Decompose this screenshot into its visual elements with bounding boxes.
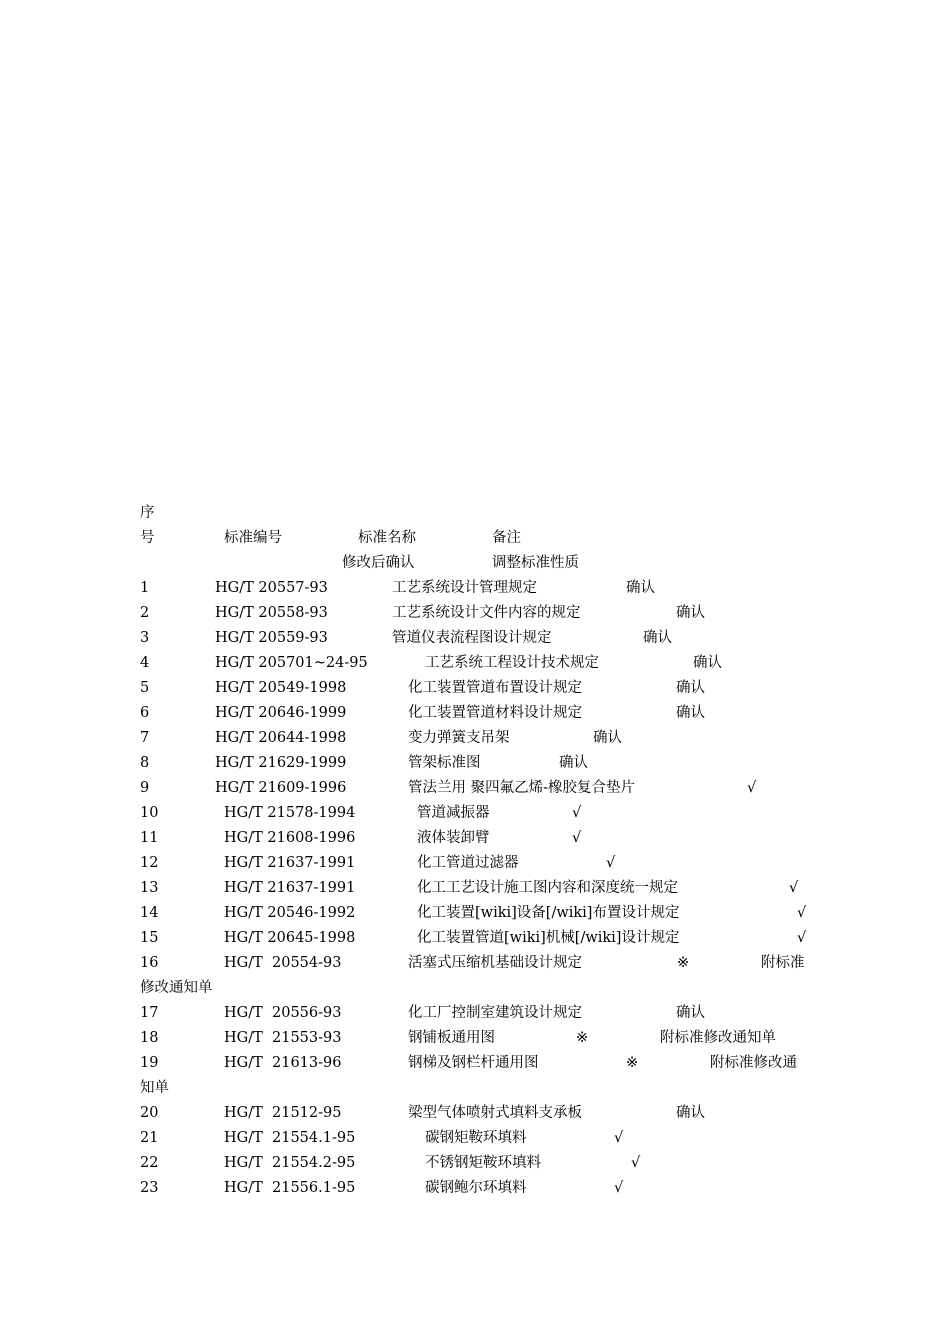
row-note: 确认 — [676, 1005, 705, 1021]
table-row — [0, 1176, 950, 1201]
row-no: 21 — [140, 1130, 159, 1146]
row-note: √ — [606, 855, 616, 871]
table-row — [0, 1101, 950, 1126]
row-name: 化工工艺设计施工图内容和深度统一规定 — [417, 880, 678, 896]
header-hao: 号 — [140, 530, 155, 546]
row-code: HG/T 20554-93 — [224, 955, 342, 971]
row-code: HG/T 20546-1992 — [224, 905, 356, 921]
row-name: 化工厂控制室建筑设计规定 — [408, 1005, 582, 1021]
row-no: 23 — [140, 1180, 159, 1196]
row-no: 9 — [140, 780, 150, 796]
row-no: 7 — [140, 730, 150, 746]
row-note: 确认 — [643, 630, 672, 646]
row-name: 液体装卸臂 — [417, 830, 490, 846]
table-row — [0, 926, 950, 951]
row-name: 管道仪表流程图设计规定 — [392, 630, 552, 646]
table-row-wrap — [0, 976, 950, 1001]
header-col-name: 标准名称 — [358, 530, 416, 546]
row-no: 19 — [140, 1055, 159, 1071]
row-name: 化工装置管道材料设计规定 — [408, 705, 582, 721]
header-line-1 — [0, 501, 950, 526]
table-row — [0, 1051, 950, 1076]
header-col-note: 备注 — [492, 530, 521, 546]
header-sub-confirm: 修改后确认 — [342, 555, 415, 571]
row-note2: 附标准 — [761, 955, 805, 971]
row-code: HG/T 205701~24-95 — [215, 655, 368, 671]
row-note: √ — [614, 1180, 624, 1196]
row-name: 梁型气体喷射式填料支承板 — [408, 1105, 582, 1121]
row-no: 6 — [140, 705, 150, 721]
row-wrap-text: 修改通知单 — [140, 980, 213, 996]
row-no: 2 — [140, 605, 150, 621]
row-note: √ — [572, 830, 582, 846]
table-row — [0, 876, 950, 901]
row-code: HG/T 20645-1998 — [224, 930, 356, 946]
table-row — [0, 851, 950, 876]
row-code: HG/T 21553-93 — [224, 1030, 342, 1046]
table-row — [0, 1151, 950, 1176]
row-code: HG/T 20549-1998 — [215, 680, 347, 696]
row-note: √ — [797, 905, 807, 921]
row-name: 工艺系统设计管理规定 — [392, 580, 537, 596]
row-code: HG/T 21613-96 — [224, 1055, 342, 1071]
row-code: HG/T 21554.1-95 — [224, 1130, 356, 1146]
row-note: 确认 — [676, 705, 705, 721]
row-code: HG/T 21578-1994 — [224, 805, 356, 821]
table-row — [0, 651, 950, 676]
row-code: HG/T 20646-1999 — [215, 705, 347, 721]
table-row — [0, 1126, 950, 1151]
row-name: 碳钢鲍尔环填料 — [425, 1180, 527, 1196]
row-no: 4 — [140, 655, 150, 671]
row-note: √ — [747, 780, 757, 796]
row-no: 20 — [140, 1105, 159, 1121]
row-note: √ — [797, 930, 807, 946]
table-row — [0, 1026, 950, 1051]
row-code: HG/T 21637-1991 — [224, 855, 356, 871]
row-note: 确认 — [593, 730, 622, 746]
row-code: HG/T 20644-1998 — [215, 730, 347, 746]
table-row — [0, 951, 950, 976]
header-sub-adjust: 调整标准性质 — [492, 555, 579, 571]
row-name: 管法兰用 聚四氟乙烯-橡胶复合垫片 — [408, 780, 636, 796]
row-name: 工艺系统工程设计技术规定 — [425, 655, 599, 671]
row-no: 18 — [140, 1030, 159, 1046]
row-note: 确认 — [626, 580, 655, 596]
row-no: 5 — [140, 680, 150, 696]
row-code: HG/T 20558-93 — [215, 605, 328, 621]
row-note2: 附标准修改通 — [710, 1055, 797, 1071]
row-wrap-text: 知单 — [140, 1080, 169, 1096]
header-col-code: 标准编号 — [224, 530, 282, 546]
row-name: 不锈钢矩鞍环填料 — [425, 1155, 541, 1171]
row-no: 10 — [140, 805, 159, 821]
row-code: HG/T 21637-1991 — [224, 880, 356, 896]
row-code: HG/T 20559-93 — [215, 630, 328, 646]
row-no: 8 — [140, 755, 150, 771]
row-code: HG/T 21554.2-95 — [224, 1155, 356, 1171]
row-name: 活塞式压缩机基础设计规定 — [408, 955, 582, 971]
table-row — [0, 751, 950, 776]
row-code: HG/T 21609-1996 — [215, 780, 347, 796]
row-name: 化工装置[wiki]设备[/wiki]布置设计规定 — [417, 905, 680, 921]
row-no: 12 — [140, 855, 159, 871]
row-code: HG/T 21608-1996 — [224, 830, 356, 846]
row-name: 化工装置管道布置设计规定 — [408, 680, 582, 696]
row-no: 15 — [140, 930, 159, 946]
header-line-3 — [0, 551, 950, 576]
row-note: 确认 — [693, 655, 722, 671]
row-name: 工艺系统设计文件内容的规定 — [392, 605, 581, 621]
row-note: ※ — [576, 1030, 589, 1046]
table-row — [0, 801, 950, 826]
row-name: 化工管道过滤器 — [417, 855, 519, 871]
header-xu: 序 — [140, 505, 155, 521]
row-note: 确认 — [676, 605, 705, 621]
row-name: 碳钢矩鞍环填料 — [425, 1130, 527, 1146]
table-row — [0, 601, 950, 626]
header-line-2 — [0, 526, 950, 551]
row-note: 确认 — [676, 680, 705, 696]
row-no: 1 — [140, 580, 150, 596]
table-row — [0, 676, 950, 701]
row-note: ※ — [626, 1055, 639, 1071]
row-name: 钢铺板通用图 — [408, 1030, 495, 1046]
row-note2: 附标准修改通知单 — [660, 1030, 776, 1046]
table-row — [0, 626, 950, 651]
table-row — [0, 701, 950, 726]
row-note: √ — [572, 805, 582, 821]
row-name: 化工装置管道[wiki]机械[/wiki]设计规定 — [417, 930, 680, 946]
row-no: 22 — [140, 1155, 159, 1171]
row-code: HG/T 21629-1999 — [215, 755, 347, 771]
row-name: 钢梯及钢栏杆通用图 — [408, 1055, 539, 1071]
row-no: 3 — [140, 630, 150, 646]
row-code: HG/T 21556.1-95 — [224, 1180, 356, 1196]
row-note: √ — [789, 880, 799, 896]
row-no: 16 — [140, 955, 159, 971]
row-name: 管架标准图 — [408, 755, 481, 771]
row-no: 14 — [140, 905, 159, 921]
row-no: 13 — [140, 880, 159, 896]
table-row — [0, 1001, 950, 1026]
row-note: 确认 — [559, 755, 588, 771]
row-code: HG/T 20557-93 — [215, 580, 328, 596]
row-code: HG/T 20556-93 — [224, 1005, 342, 1021]
row-name: 变力弹簧支吊架 — [408, 730, 510, 746]
row-note: 确认 — [676, 1105, 705, 1121]
row-note: √ — [614, 1130, 624, 1146]
row-note: ※ — [677, 955, 690, 971]
row-code: HG/T 21512-95 — [224, 1105, 342, 1121]
table-row — [0, 901, 950, 926]
table-row — [0, 776, 950, 801]
row-name: 管道减振器 — [417, 805, 490, 821]
table-row-wrap — [0, 1076, 950, 1101]
table-row — [0, 826, 950, 851]
table-row — [0, 726, 950, 751]
row-note: √ — [631, 1155, 641, 1171]
table-row — [0, 576, 950, 601]
row-no: 11 — [140, 830, 159, 846]
row-no: 17 — [140, 1005, 159, 1021]
